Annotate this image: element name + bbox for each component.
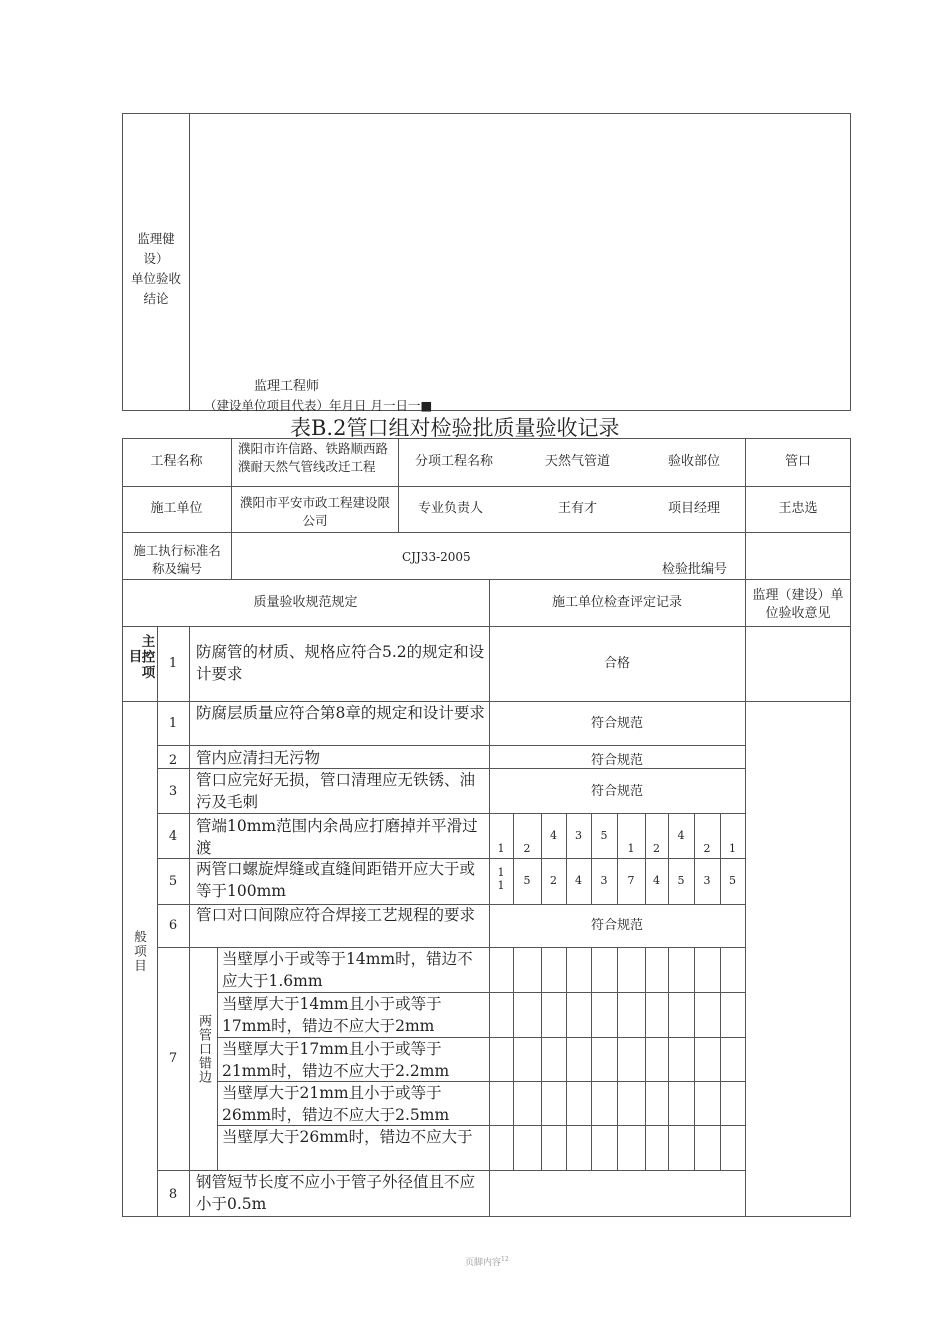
main-item-1-result: 合格	[603, 656, 630, 671]
general-item-4-text: 管端10mm范围内余咼应打磨掉并平滑过渡	[196, 817, 478, 857]
general-item-2-no: 2	[168, 753, 178, 768]
sub-item-2-text: 当壁厚大于14mm且小于或等于17mm时，错边不应大于2mm	[222, 995, 442, 1035]
acceptance-part-label: 验收部位	[668, 454, 721, 469]
sub-item-5-text: 当壁厚大于26mm时，错边不应大于	[222, 1128, 473, 1146]
sub-item-3-text: 当壁厚大于17mm且小于或等于21mm时，错边不应大于2.2mm	[222, 1040, 450, 1080]
signature-date: （建设单位项目代表）年月日 月一日一■	[204, 398, 433, 413]
general-item-3-no: 3	[168, 784, 178, 799]
general-item-5-no: 5	[168, 874, 178, 889]
supervisor-conclusion-block	[122, 113, 851, 411]
contractor-label: 施工单位	[150, 501, 203, 516]
general-item-4-no: 4	[168, 829, 178, 844]
main-control-label: 主控项目	[125, 633, 155, 681]
measure-cell-row4: 1	[627, 842, 635, 855]
measure-cell-row4: 3	[575, 829, 582, 842]
measure-cell-row4: 4	[550, 829, 557, 842]
measure-cell-row5: 5	[523, 874, 531, 887]
general-item-6-text: 管口对口间隙应符合焊接工艺规程的要求	[196, 906, 476, 924]
acceptance-part-value: 管口	[784, 454, 811, 469]
col-record-header: 施工单位检查评定记录	[551, 595, 682, 610]
general-item-1-no: 1	[168, 716, 178, 731]
page-footer: 页脚内容$^{12}$	[465, 1256, 509, 1268]
general-item-3-text: 管口应完好无损，管口清理应无铁锈、油污及毛刺	[196, 771, 476, 811]
general-item-2-text: 管内应清扫无污物	[196, 749, 321, 767]
specialist-value: 王有才	[558, 501, 598, 516]
main-item-1-no: 1	[168, 656, 178, 671]
measure-cell-row5: 5	[677, 874, 685, 887]
measure-cell-row4: 2	[523, 842, 531, 855]
signature-supervisor: 监理工程师	[254, 379, 320, 394]
standard-value: CJJ33-2005	[402, 550, 471, 564]
general-item-6-no: 6	[168, 918, 178, 933]
sub-project-value: 天然气管道	[545, 454, 611, 469]
general-item-7-no: 7	[168, 1051, 178, 1066]
general-label: 般项目	[132, 930, 148, 974]
general-item-8-text: 钢管短节长度不应小于管子外径值且不应小于0.5m	[196, 1173, 476, 1213]
supervisor-conclusion-label: 监理健 设） 单位验收 结论	[130, 231, 181, 306]
measure-cell-row4: 5	[600, 829, 608, 842]
general-item-8-no: 8	[168, 1187, 178, 1202]
general-item-1-text: 防腐层质量应符合第8章的规定和设计要求	[196, 704, 485, 722]
general-item-2-result: 符合规范	[590, 753, 643, 768]
general-item-6-result: 符合规范	[590, 918, 643, 933]
project-name-value: 濮阳市许信路、铁路顺西路濮耐天然气管线改迁工程	[238, 441, 389, 474]
col-spec-header: 质量验收规范规定	[253, 595, 358, 610]
project-name-label: 工程名称	[150, 454, 203, 469]
pm-value: 王忠选	[778, 501, 818, 516]
table-title: 表B.2管口组对检验批质量验收记录	[290, 416, 620, 440]
measure-cell-row5: 3	[703, 874, 711, 887]
measure-cell-row5: 4	[653, 874, 660, 887]
sub-project-label: 分项工程名称	[415, 454, 494, 469]
measure-cell-row5: 3	[600, 874, 608, 887]
measure-cell-row5: 7	[627, 874, 635, 887]
measure-cell-row4: 4	[677, 829, 685, 842]
batch-label: 检验批编号	[662, 562, 728, 577]
pm-label: 项目经理	[668, 501, 721, 516]
general-item-3-result: 符合规范	[590, 784, 643, 799]
general-item-5-text: 两管口螺旋焊缝或直缝间距错开应大于或等于100mm	[196, 860, 476, 900]
standard-label: 施工执行标准名称及编号	[133, 543, 221, 576]
specialist-label: 专业负责人	[418, 501, 484, 516]
sub-item-1-text: 当壁厚小于或等于14mm时，错边不应大于1.6mm	[222, 950, 473, 990]
measure-cell-row5: 1 1	[497, 866, 505, 892]
measure-cell-row4: 1	[729, 842, 736, 855]
sub-item-4-text: 当壁厚大于21mm且小于或等于26mm时，错边不应大于2.5mm	[222, 1084, 450, 1124]
measure-cell-row4: 2	[653, 842, 660, 855]
measure-cell-row5: 2	[550, 874, 557, 887]
measure-cell-row5: 5	[729, 874, 736, 887]
measure-cell-row5: 4	[575, 874, 582, 887]
main-item-1-text: 防腐管的材质、规格应符合5.2的规定和设计要求	[196, 643, 485, 683]
measure-cell-row4: 2	[703, 842, 711, 855]
general-item-1-result: 符合规范	[590, 716, 643, 731]
measure-cell-row4: 1	[497, 842, 505, 855]
col-supervisor-header: 监理（建设）单位验收意见	[752, 588, 844, 621]
misalignment-label: 两管口错边	[196, 1014, 211, 1084]
contractor-value: 濮阳市平安市政工程建设限公司	[239, 495, 390, 528]
